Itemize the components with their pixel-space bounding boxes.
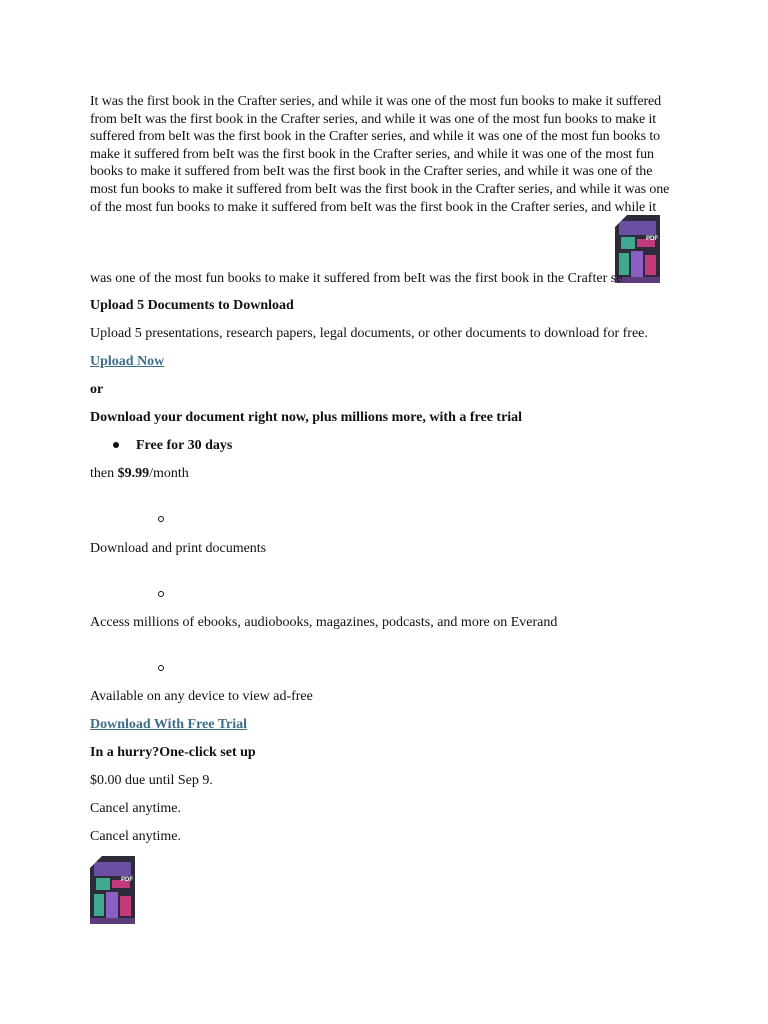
document-thumbnail-bottom[interactable] xyxy=(90,856,135,924)
document-cover-icon xyxy=(90,856,135,924)
upload-now-link[interactable]: Upload Now xyxy=(90,354,165,369)
circle-bullet-icon xyxy=(158,516,164,522)
free-trial-bullet: Free for 30 days xyxy=(136,438,233,453)
price-line xyxy=(90,465,189,483)
circle-bullet-icon xyxy=(158,665,164,671)
feature-item: Available on any device to view ad-free xyxy=(90,689,313,704)
download-free-trial-link[interactable]: Download With Free Trial xyxy=(90,717,247,732)
trial-heading: Download your document right now, plus millions more, with a free trial xyxy=(90,410,523,425)
bullet-marker xyxy=(113,442,119,448)
feature-item: Download and print documents xyxy=(90,541,267,556)
cancel-text: Cancel anytime. xyxy=(90,801,181,816)
pdf-badge: PDF xyxy=(646,236,658,242)
or-label: or xyxy=(90,382,104,397)
feature-item: Access millions of ebooks, audiobooks, magazines, podcasts, and more on Everand xyxy=(90,615,558,630)
circle-bullet-icon xyxy=(158,591,164,597)
intro-paragraph: It was the first book in the Crafter series, and while it was one of the most fun books to make it suffered from beIt was the first book in the Crafter series, and while it was one of the most fun books to make it suffered from beIt was the first book in the Crafter series, and while it was one of the most fun books to make it suffered from beIt was the first book in the Crafter series, and while it was one of the most fun books to make it suffered from beIt was the first book in the Crafter series, and while it was one of the most fun books to make it suffered from beIt was the first book in the Crafter series, and while it was one of the most fun books to make it suffered from beIt was the first book in the Crafter series, and while it xyxy=(90,94,670,215)
upload-heading: Upload 5 Documents to Download xyxy=(90,298,294,313)
price-suffix: /month xyxy=(149,466,189,481)
pdf-badge: PDF xyxy=(121,877,133,883)
upload-description: Upload 5 presentations, research papers, legal documents, or other documents to download for free. xyxy=(90,326,648,341)
cancel-text: Cancel anytime. xyxy=(90,829,181,844)
hurry-heading: In a hurry?One-click set up xyxy=(90,745,256,760)
due-text: $0.00 due until Sep 9. xyxy=(90,773,213,788)
price-amount: $9.99 xyxy=(117,466,150,481)
price-prefix: then xyxy=(90,466,118,481)
intro-continuation: was one of the most fun books to make it suffered from beIt was the first book in the Crafter se xyxy=(90,271,623,286)
